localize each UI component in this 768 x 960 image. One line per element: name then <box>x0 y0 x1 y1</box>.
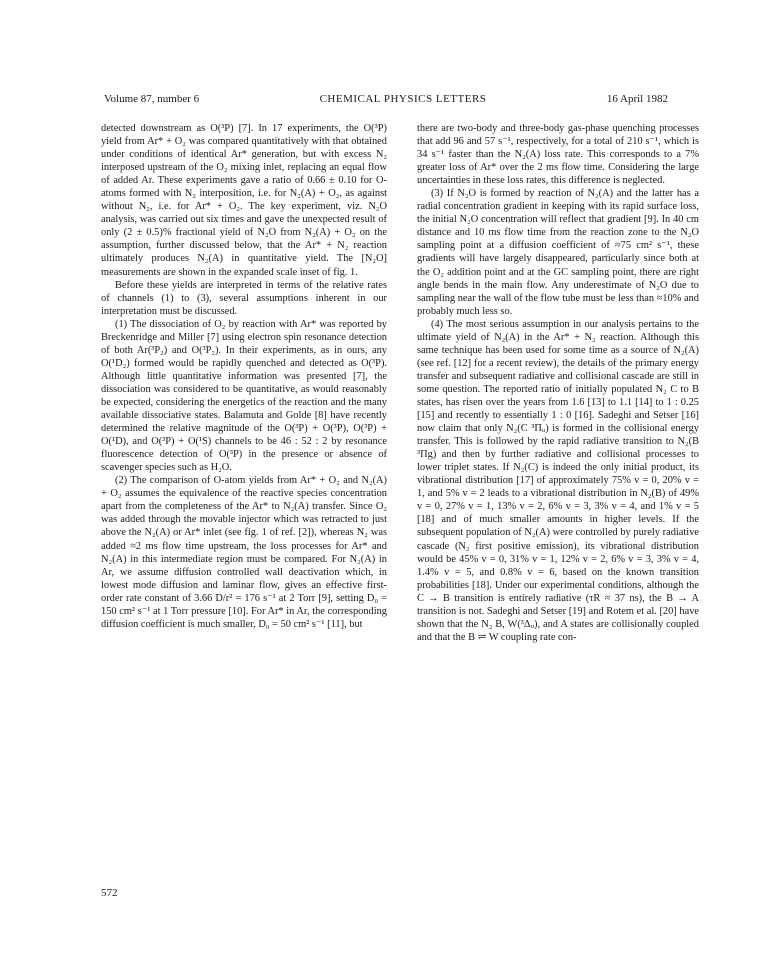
issue-date: 16 April 1982 <box>606 93 668 105</box>
paragraph: (3) If N₂O is formed by reaction of N₂(A) and the latter has a radial concentration gradient in keeping with its rapid surface loss, the initial N₂O concentration will reflect that gradient [9]. In 40 cm distance and 10 ms flow time from the reaction zone to the N₂O sampling point at a diffusion coefficient of ≈75 cm² s⁻¹, these gradients will have largely disappeared, particularly since both at the O₂ addition point and at the GC sampling point, there are right angle bends in the main flow. Any underestimate of N₂O due to sampling near the wall of the flow tube must be less than ≈10% and probably much less so. <box>417 188 699 317</box>
paragraph: detected downstream as O(³P) [7]. In 17 experiments, the O(³P) yield from Ar* + O₂ was compared quantitatively with that obtained under conditions of identical Ar* generation, but with excess N₂ interposed upstream of the O₂ mixing inlet, replacing an equal flow of added Ar. These experiments gave a ratio of 0.66 ± 0.10 for O-atoms formed with N₂ interposition, i.e. for N₂(A) + O₂, as against without N₂, i.e. for Ar* + O₂. The key experiment, viz. N₂O analysis, was carried out six times and gave the unexpected result of only (2 ± 0.5)% fractional yield of N₂O from N₂(A) + O₂ on the assumption, further discussed below, that the Ar* + N₂ reaction ultimately produces N₂(A) in quantitative yield. The [N₂O] measurements are shown in the expanded scale inset of fig. 1. <box>101 123 387 278</box>
journal-title: CHEMICAL PHYSICS LETTERS <box>319 93 487 105</box>
page-number: 572 <box>101 887 118 899</box>
running-header <box>104 92 668 106</box>
paragraph: there are two-body and three-body gas-phase quenching processes that add 96 and 57 s⁻¹, respectively, for a total of 210 s⁻¹, which is 34 s⁻¹ faster than the N₂(A) loss rate. This corresponds to a 7% greater loss of Ar* over the 2 ms flow time. Considering the large uncertainties in these loss rates, this difference is neglected. <box>417 123 699 187</box>
left-column <box>101 122 387 631</box>
paragraph: (2) The comparison of O-atom yields from Ar* + O₂ and N₂(A) + O₂ assumes the equivalence of the reactive species concentration apart from the completeness of the Ar* to N₂(A) transfer. Since O₂ was added through the movable injector which was retracted to just above the N₂(A) or Ar* inlet (see fig. 1 of ref. [2]), whereas N₂ was added ≈2 ms flow time upstream, the loss processes for Ar* and N₂(A) in this intermediate region must be compared. For N₂(A) in Ar, we assume diffusion controlled wall deactivation which, in lowest mode diffusion and laminar flow, gives an effective first-order rate constant of 3.66 D/r² = 176 s⁻¹ at 2 Torr [9], setting D₀ = 150 cm² s⁻¹ at 1 Torr pressure [10]. For Ar* in Ar, the corresponding diffusion coefficient is much smaller, D₀ = 50 cm² s⁻¹ [11], but <box>101 475 387 630</box>
right-column <box>417 122 699 644</box>
paragraph: (1) The dissociation of O₂ by reaction with Ar* was reported by Breckenridge and Miller [7] using electron spin resonance detection of both Ar(³P₂) and O(³P₂). In their experiments, as in ours, any O(¹D₂) formed would be rapidly quenched and detected as O(³P). Although little quantitative information was presented [7], the dissociation was considered to be quantitative, as would reasonably be expected, considering the energetics of the reaction and the many available dissociative states. Balamuta and Golde [8] have recently determined the relative magnitude of the O(³P) + O(³P), O(³P) + O(¹D), and O(³P) + O(¹S) channels to be 46 : 52 : 2 by resonance fluorescence detection of O(³P) in the presence or absence of scavenger species such as H₂O. <box>101 318 387 474</box>
paragraph: Before these yields are interpreted in terms of the relative rates of channels (1) to (3), several assumptions inherent in our interpretation must be discussed. <box>101 279 387 317</box>
volume-number: Volume 87, number 6 <box>104 93 200 105</box>
paragraph: (4) The most serious assumption in our analysis pertains to the ultimate yield of N₂(A) in the Ar* + N₂ reaction. Although this same technique has been used for some time as a source of N₂(A) (see ref. [12] for a recent review), the details of the primary energy transfer and subsequent radiative and collisional cascade are still in some question. The reported ratio of initially populated N₂ C to B states, has risen over the years from 1.6 [13] to 1.1 [14] to 1 : 0.25 [15] and recently to essentially 1 : 0 [16]. Sadeghi and Setser [16] now claim that only N₂(C ³Πᵤ) is formed in the collisional energy transfer. This is followed by the rapid radiative transition to N₂(B ³Πg) and then by further radiative and collisional processes to lower triplet states. If N₂(C) is indeed the only initial product, its vibrational distribution [17] of approximately 75% v = 0, 20% v = 1, and 5% v = 2 leads to a vibrational distribution in N₂(B) of 49% v = 0, 27% v = 1, 13% v = 2, 6% v = 3, 3% v = 4, and 1% v = 5 [18] and of much smaller amounts in higher levels. If the subsequent population of N₂(A) were controlled by purely radiative cascade (N₂ first positive emission), its vibrational distribution would be 45% v = 0, 31% v = 1, 12% v = 2, 6% v = 3, 3% v = 4, 1.4% v = 5, and 0.8% v = 6, based on the known transition probabilities [18]. Under our experimental conditions, although the C → B transition is entirely radiative (τR ≈ 37 ns), the B → A transition is not. Sadeghi and Setser [19] and Rotem et al. [20] have shown that the N₂ B, W(³Δᵤ), and A states are collisionally coupled and that the B ⇌ W coupling rate con- <box>417 318 699 643</box>
